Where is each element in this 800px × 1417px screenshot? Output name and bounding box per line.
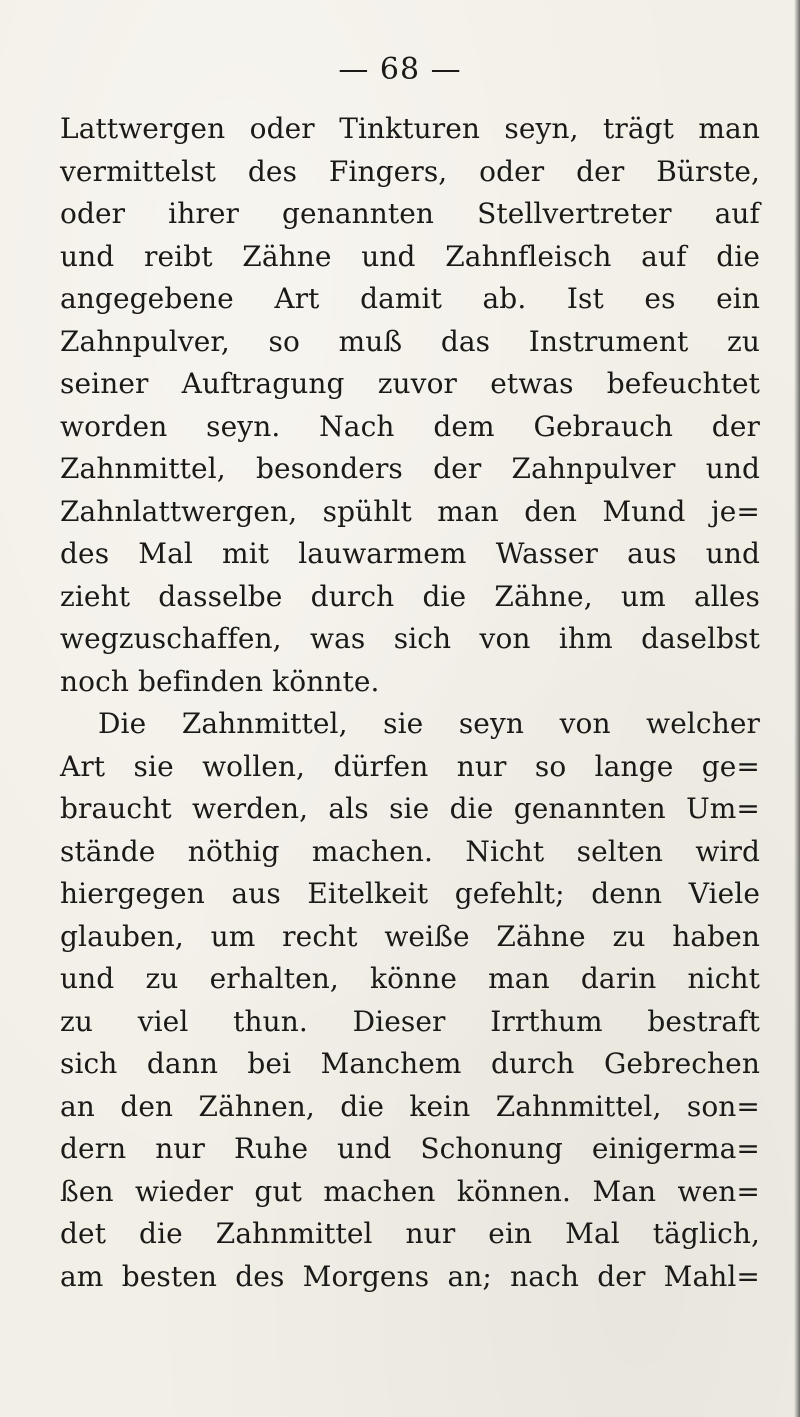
text-line: zieht dasselbe durch die Zähne, um alles: [60, 579, 760, 613]
text-line: noch befinden könnte.: [60, 664, 380, 698]
text-line: stände nöthig machen. Nicht selten wird: [60, 834, 760, 868]
text-line: Art sie wollen, dürfen nur so lange ge=: [60, 749, 760, 783]
text-line: braucht werden, als sie die genannten Um=: [60, 792, 760, 825]
text-line: des Mal mit lauwarmem Wasser aus und: [60, 537, 760, 570]
text-line: hiergegen aus Eitelkeit gefehlt; denn Viele: [60, 877, 760, 910]
text-line: ßen wieder gut machen können. Man wen=: [60, 1174, 760, 1208]
text-line: an den Zähnen, die kein Zahnmittel, son=: [60, 1089, 760, 1123]
text-line: dern nur Ruhe und Schonung einigerma=: [60, 1132, 760, 1165]
page-number: — 68 —: [338, 52, 462, 87]
text-line: wegzuschaffen, was sich von ihm daselbst: [60, 622, 760, 655]
text-line: angegebene Art damit ab. Ist es ein: [60, 282, 760, 315]
text-line: Zahnlattwergen, spühlt man den Mund je=: [60, 494, 760, 528]
text-line: glauben, um recht weiße Zähne zu haben: [60, 919, 760, 953]
text-line: Zahnmittel, besonders der Zahnpulver und: [60, 452, 760, 485]
text-line: sich dann bei Manchem durch Gebrechen: [60, 1047, 760, 1080]
text-line: det die Zahnmittel nur ein Mal täglich,: [60, 1217, 760, 1250]
body-text: [60, 108, 760, 1298]
text-line: und reibt Zähne und Zahnfleisch auf die: [60, 239, 760, 273]
text-line: vermittelst des Fingers, oder der Bürste,: [60, 154, 760, 188]
text-line: seiner Auftragung zuvor etwas befeuchtet: [60, 367, 760, 400]
page-edge-shadow: [794, 0, 800, 1417]
text-line: und zu erhalten, könne man darin nicht: [60, 962, 760, 995]
text-line: Die Zahnmittel, sie seyn von welcher: [98, 707, 760, 740]
text-line: Lattwergen oder Tinkturen seyn, trägt man: [60, 112, 760, 145]
text-line: oder ihrer genannten Stellvertreter auf: [60, 197, 760, 230]
text-line: zu viel thun. Dieser Irrthum bestraft: [60, 1004, 760, 1038]
text-line: Zahnpulver, so muß das Instrument zu: [60, 324, 760, 358]
text-line: am besten des Morgens an; nach der Mahl=: [60, 1259, 760, 1293]
text-line: worden seyn. Nach dem Gebrauch der: [60, 409, 760, 443]
